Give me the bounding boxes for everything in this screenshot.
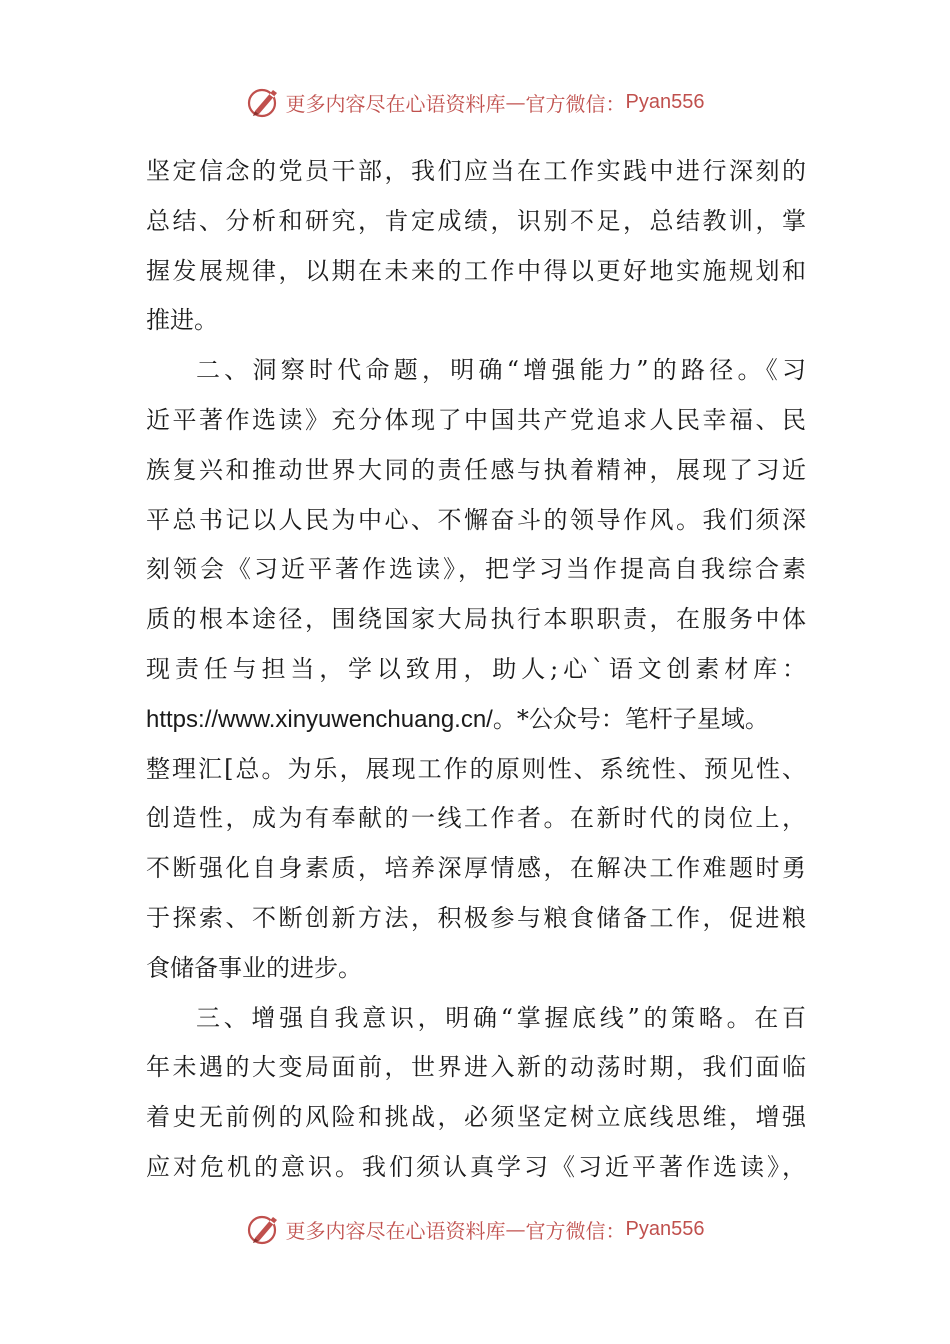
text-line: 于探索、不断创新方法，积极参与粮食储备工作，促进粮 xyxy=(146,903,806,932)
website-url: https://www.xinyuwenchuang.cn/ xyxy=(146,705,493,733)
pen-logo-icon xyxy=(246,1211,282,1247)
text-line: 现责任与担当，学以致用，助人;心`语文创素材库： xyxy=(146,654,806,683)
text-line: 质的根本途径，围绕国家大局执行本职职责，在服务中体 xyxy=(146,605,806,634)
section-heading-line: 二、洞察时代命题，明确“增强能力”的路径。《习 xyxy=(196,356,806,385)
text-line: 年未遇的大变局面前，世界进入新的动荡时期，我们面临 xyxy=(146,1053,806,1082)
text-line: 食储备事业的进步。 xyxy=(146,953,362,982)
banner-separator: — xyxy=(505,90,526,114)
text-line: 推进。 xyxy=(146,306,218,335)
text-line: 总结、分析和研究，肯定成绩，识别不足，总结教训，掌 xyxy=(146,206,806,235)
text-line: 握发展规律，以期在未来的工作中得以更好地实施规划和 xyxy=(146,256,806,285)
text-line: 不断强化自身素质，培养深厚情感，在解决工作难题时勇 xyxy=(146,854,806,883)
text-line: 坚定信念的党员干部，我们应当在工作实践中进行深刻的 xyxy=(146,157,806,185)
url-line-suffix: 。*公众号：笔杆子星域。 xyxy=(492,704,769,733)
text-line: 整理汇[总。为乐，展现工作的原则性、系统性、预见性、 xyxy=(146,754,806,783)
banner-title: 更多内容尽在心语资料库 xyxy=(285,91,506,116)
text-line: 应对危机的意识。我们须认真学习《习近平著作选读》， xyxy=(146,1152,806,1181)
footer-banner xyxy=(0,1209,950,1249)
banner-title: 更多内容尽在心语资料库 xyxy=(285,1218,506,1243)
banner-separator: — xyxy=(505,1217,526,1241)
text-line: 族复兴和推动世界大同的责任感与执着精神，展现了习近 xyxy=(146,455,806,484)
header-banner xyxy=(0,82,950,122)
text-line: 刻领会《习近平著作选读》，把学习当作提高自我综合素 xyxy=(146,555,806,584)
banner-wechat-label: 官方微信： xyxy=(525,91,626,116)
banner-wechat-label: 官方微信： xyxy=(525,1218,626,1243)
url-line xyxy=(146,695,806,745)
text-line: 近平著作选读》充分体现了中国共产党追求人民幸福、民 xyxy=(146,405,806,434)
banner-wechat-id: Pyan556 xyxy=(625,90,705,113)
banner-wechat-id: Pyan556 xyxy=(625,1217,705,1240)
pen-logo-icon xyxy=(246,84,282,120)
section-heading-line: 三、增强自我意识，明确“掌握底线”的策略。在百 xyxy=(196,1003,806,1032)
document-body xyxy=(146,147,806,1193)
text-line: 平总书记以人民为中心、不懈奋斗的领导作风。我们须深 xyxy=(146,505,806,534)
text-line: 着史无前例的风险和挑战，必须坚定树立底线思维，增强 xyxy=(146,1103,806,1132)
text-line: 创造性，成为有奉献的一线工作者。在新时代的岗位上， xyxy=(146,804,806,833)
